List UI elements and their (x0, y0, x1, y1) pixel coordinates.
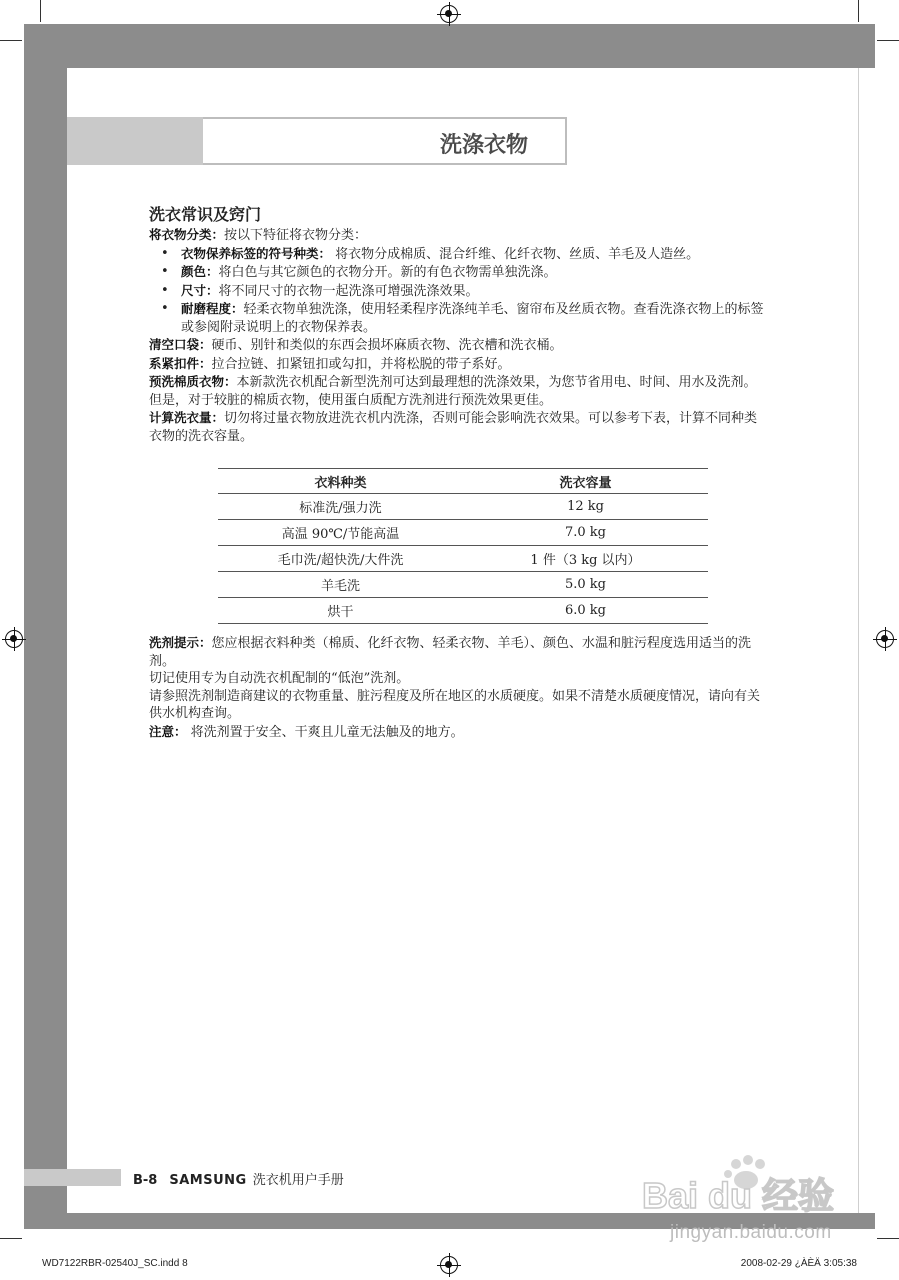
capacity-paragraph (149, 409, 769, 445)
page-title: 洗涤衣物 (440, 133, 529, 158)
registration-mark-icon (5, 630, 23, 648)
registration-mark-icon (876, 630, 894, 648)
bullet-label: 颜色： (181, 264, 219, 279)
table-row (218, 598, 708, 624)
list-item (149, 245, 769, 264)
baidu-watermark-logo (640, 1150, 860, 1220)
top-gray-band (24, 24, 875, 68)
sort-paragraph (149, 226, 769, 245)
table-cell: 12 kg (463, 494, 708, 520)
list-item (149, 282, 769, 301)
list-item (149, 300, 769, 336)
table-cell: 高温 90℃/节能高温 (218, 520, 463, 546)
table-row (218, 520, 708, 546)
table-row (218, 494, 708, 520)
sort-text: 按以下特征将衣物分类： (224, 228, 368, 243)
bullet-text: 将不同尺寸的衣物一起洗涤可增强洗涤效果。 (218, 283, 479, 299)
manual-title: 洗衣机用户手册 (252, 1173, 344, 1188)
table-cell: 羊毛洗 (218, 572, 463, 598)
column-header: 洗衣容量 (463, 469, 708, 494)
footer-bar (24, 1169, 121, 1186)
table-cell: 烘干 (218, 598, 463, 624)
list-item (149, 263, 769, 282)
detergent-label: 洗剂提示： (149, 635, 212, 650)
fasten-label: 系紧扣件： (149, 355, 212, 371)
table-row (218, 546, 708, 572)
registration-mark-icon (440, 5, 458, 23)
footer (133, 1169, 344, 1188)
slug-filename: WD7122RBR-02540J_SC.indd 8 (42, 1258, 188, 1269)
table-cell: 6.0 kg (463, 598, 708, 624)
watermark-text: Bai du 经验 (642, 1175, 835, 1216)
prewash-paragraph (149, 373, 769, 409)
note-paragraph (149, 723, 769, 742)
left-gray-band (24, 68, 67, 1213)
bullet-label: 尺寸： (181, 282, 219, 298)
prewash-label: 预洗棉质衣物： (149, 374, 237, 389)
detergent-section (149, 634, 769, 741)
title-accent (67, 117, 203, 165)
bullet-label: 耐磨程度： (181, 301, 244, 316)
watermark-url: jingyan.baidu.com (670, 1222, 832, 1243)
table-header-row (218, 469, 708, 494)
note-label: 注意： (149, 723, 187, 739)
table-row (218, 572, 708, 598)
bullet-label: 衣物保养标签的符号种类： (181, 245, 332, 261)
table-cell: 7.0 kg (463, 520, 708, 546)
page-right-edge (858, 68, 859, 1213)
crop-mark (858, 0, 859, 22)
detergent-line-3: 请参照洗剂制造商建议的衣物重量、脏污程度及所在地区的水质硬度。如果不清楚水质硬度情况，请向有关供水机构查询。 (149, 688, 761, 721)
page-number: B-8 (133, 1173, 158, 1188)
column-header: 衣料种类 (218, 469, 463, 494)
detergent-text: 您应根据衣料种类（棉质、化纤衣物、轻柔衣物、羊毛）、颜色、水温和脏污程度选用适当的洗剂。 (149, 636, 752, 669)
main-content (149, 204, 769, 445)
registration-mark-icon (440, 1256, 458, 1274)
brand-name: SAMSUNG (169, 1173, 247, 1188)
bullet-text: 将衣物分成棉质、混合纤维、化纤衣物、丝质、羊毛及人造丝。 (331, 246, 700, 262)
pockets-text: 硬币、别针和类似的东西会损坏麻质衣物、洗衣槽和洗衣桶。 (211, 338, 563, 353)
detergent-paragraph (149, 634, 769, 670)
capacity-label: 计算洗衣量： (149, 410, 225, 425)
capacity-table (218, 468, 708, 624)
table-cell: 1 件（3 kg 以内） (463, 546, 708, 572)
bullet-text: 将白色与其它颜色的衣物分开。新的有色衣物需单独洗涤。 (218, 265, 557, 280)
capacity-text: 切勿将过量衣物放进洗衣机内洗涤，否则可能会影响洗衣效果。可以参考下表，计算不同种类衣物的洗衣容量。 (149, 411, 758, 444)
slug-timestamp: 2008-02-29 ¿ÀÈÄ 3:05:38 (740, 1258, 857, 1269)
note-text: 将洗剂置于安全、干爽且儿童无法触及的地方。 (186, 724, 464, 740)
section-title: 洗衣常识及窍门 (149, 205, 262, 224)
crop-mark (40, 0, 41, 22)
sort-label: 将衣物分类： (149, 227, 225, 242)
prewash-text: 本新款洗衣机配合新型洗剂可达到最理想的洗涤效果，为您节省用电、时间、用水及洗剂。但是，对于较脏的棉质衣物，使用蛋白质配方洗剂进行预洗效果更佳。 (149, 375, 757, 408)
table-cell: 5.0 kg (463, 572, 708, 598)
crop-mark (877, 1238, 899, 1239)
crop-mark (0, 1238, 22, 1239)
pockets-label: 清空口袋： (149, 337, 212, 352)
table-cell: 毛巾洗/超快洗/大件洗 (218, 546, 463, 572)
detergent-line-2: 切记使用专为自动洗衣机配制的“低泡”洗剂。 (149, 671, 410, 686)
pockets-paragraph (149, 336, 769, 355)
crop-mark (0, 40, 22, 41)
crop-mark (877, 40, 899, 41)
fasten-text: 拉合拉链、扣紧钮扣或勾扣，并将松脱的带子系好。 (211, 356, 511, 372)
fasten-paragraph (149, 355, 769, 374)
sort-list (149, 245, 769, 337)
table-cell: 标准洗/强力洗 (218, 494, 463, 520)
bullet-text: 轻柔衣物单独洗涤，使用轻柔程序洗涤纯羊毛、窗帘布及丝质衣物。查看洗涤衣物上的标签或参阅附录说明上的衣物保养表。 (181, 302, 764, 335)
